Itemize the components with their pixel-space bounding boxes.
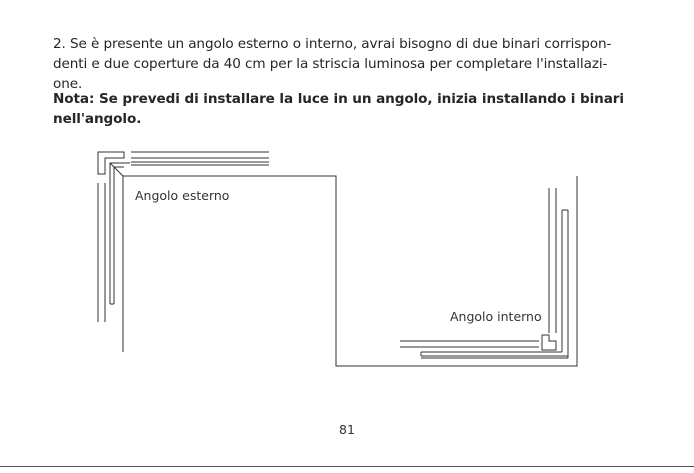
note-line-1: Nota: Se prevedi di installare la luce in un angolo, inizia installando i binari bbox=[53, 91, 624, 107]
outer-corner-cover-join-1 bbox=[110, 163, 130, 304]
inner-corner-rail-piece bbox=[542, 335, 556, 350]
instruction-line-1: 2. Se è presente un angolo esterno o interno, avrai bisogno di due binari corrispon- bbox=[53, 36, 612, 52]
instruction-line-2: denti e due coperture da 40 cm per la striscia luminosa per completare l'installazi- bbox=[53, 56, 608, 72]
outer-corner-cover-join-3 bbox=[110, 163, 123, 176]
page-bottom-rule bbox=[0, 466, 694, 467]
inner-corner-label: Angolo interno bbox=[450, 309, 542, 324]
outer-corner-label: Angolo esterno bbox=[135, 188, 230, 203]
note-line-2: nell'angolo. bbox=[53, 111, 142, 127]
page-number: 81 bbox=[339, 422, 355, 437]
instruction-line-3: one. bbox=[53, 76, 83, 92]
inner-corner-cover-right bbox=[562, 210, 568, 358]
wall-outline bbox=[123, 176, 577, 366]
inner-corner-cover-bottom bbox=[421, 352, 568, 356]
